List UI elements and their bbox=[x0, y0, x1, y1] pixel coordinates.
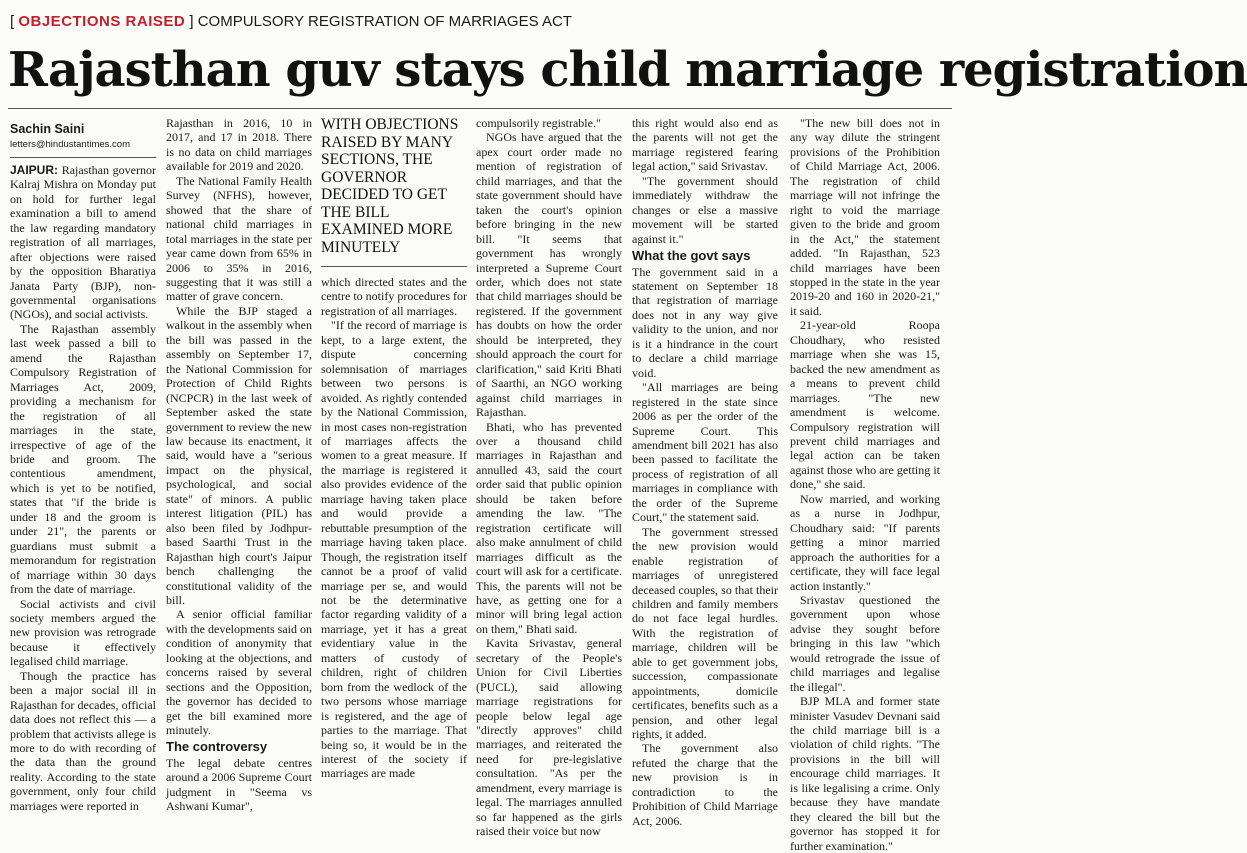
paragraph: Social activists and civil society members argued the new provision was retrograde because it effectively legalised child marriage. bbox=[10, 596, 156, 669]
column-2 bbox=[166, 116, 312, 814]
kicker-bracket-left: [ bbox=[10, 13, 19, 30]
paragraph: "The government should immediately withdraw the changes or else a massive movement will be started against it." bbox=[632, 173, 778, 246]
column-4 bbox=[476, 116, 622, 839]
paragraph: The legal debate centres around a 2006 Supreme Court judgment in "Seema vs Ashwani Kumar", bbox=[166, 755, 312, 814]
paragraph: The government stressed the new provision would enable registration of marriages of unregistered deceased couples, so that their children and family members do not face legal hurdles. With the registration of marriage, children will be able to get government jobs, succession, compassionate appointments, domicile certificates, benefits such as a pension, and other legal rights, it added. bbox=[632, 524, 778, 742]
column-6 bbox=[790, 116, 940, 853]
headline: Rajasthan guv stays child marriage registration bbox=[8, 42, 1247, 98]
dateline: JAIPUR: bbox=[10, 162, 59, 177]
column-5 bbox=[632, 116, 778, 828]
column-1 bbox=[10, 116, 156, 813]
kicker-tag: OBJECTIONS RAISED bbox=[18, 13, 186, 30]
paragraph: 21-year-old Roopa Choudhary, who resisted marriage when she was 15, backed the new amendment as a means to prevent child marriages. "The new amendment is welcome. Compulsory registration will prevent child marriages and legal action can be taken against those who are getting it done," she said. bbox=[790, 318, 940, 492]
paragraph: compulsorily registrable." bbox=[476, 116, 601, 130]
paragraph: The government said in a statement on September 18 that registration of marriage does not in any way give validity to the union, and nor is it a hindrance in the court to declare a child marriage void. bbox=[632, 264, 778, 380]
paragraph: this right would also end as the parents will not get the marriage registered fearing legal action," said Srivastav. bbox=[632, 116, 778, 174]
paragraph: "The new bill does not in any way dilute the stringent provisions of the Prohibition of Child Marriage Act, 2006. The registration of child marriage will not infringe the right to void the marriage given to the bride and groom in the Act," the statement added. "In Rajasthan, 523 child marriages have been stopped in the state in the year 2019-20 and 160 in 2020-21," it said. bbox=[790, 116, 940, 318]
paragraph: Srivastav questioned the government upon whose advise they sought before bringing in this law "which would retrograde the issue of child marriages and legalise the illegal". bbox=[790, 592, 940, 694]
kicker-bracket-right: ] bbox=[185, 13, 198, 30]
paragraph: While the BJP staged a walkout in the assembly when the bill was passed in the assembly on September 17, the National Commission for Protection of Child Rights (NCPCR) in the last week of September asked the state government to review the new law because its enactment, it said, would have a "serious impact on the physical, psychological, and social state" of minors. A public interest litigation (PIL) has also been filed by Jodhpur-based Saarthi Trust in the Rajasthan high court's Jaipur bench challenging the constitutional validity of the bill. bbox=[166, 303, 312, 607]
headline-rule bbox=[8, 108, 952, 109]
paragraph: which directed states and the centre to notify procedures for registration of all marriages. bbox=[321, 275, 467, 318]
paragraph: Now married, and working as a nurse in Jodhpur, Choudhary said: "If parents getting a minor married approach the authorities for a certificate, they will face legal action instantly." bbox=[790, 491, 940, 593]
kicker-subtitle: COMPULSORY REGISTRATION OF MARRIAGES ACT bbox=[197, 13, 572, 30]
paragraph: The Rajasthan assembly last week passed a bill to amend the Rajasthan Compulsory Registration of Marriages Act, 2009, providing a mechanism for the registration of all marriages in the state, irrespective of age of the bride and groom. The contentious amendment, which is yet to be notified, states that "if the bride is under 18 and the groom is under 21", the parents or guardians must submit a memorandum for registration of marriage within 30 days from the date of marriage. bbox=[10, 321, 156, 597]
byline-author: Sachin Saini bbox=[10, 122, 85, 136]
paragraph: "All marriages are being registered in the state since 2006 as per the order of the Supreme Court. This amendment bill 2021 has also been passed to facilitate the process of registration of all marriages in compliance with the order of the Supreme Court," the statement said. bbox=[632, 380, 778, 525]
subhead-controversy: The controversy bbox=[166, 739, 268, 755]
pull-quote: WITH OBJECTIONS RAISED BY MANY SECTIONS, THE GOVERNOR DECIDED TO GET THE BILL EXAMINED MORE MINUTELY bbox=[321, 116, 467, 267]
paragraph: The National Family Health Survey (NFHS), however, showed that the share of national child marriages in total marriages in the state per year came down from 65% in 2006 to 35% in 2016, suggesting that it was still a matter of grave concern. bbox=[166, 173, 312, 304]
paragraph: Bhati, who has prevented over a thousand child marriages in Rajasthan and annulled 43, said the court order said that public opinion should be taken before amending the law. "The registration certificate will also make annulment of child marriages difficult as the court will ask for a certificate. This, the parents will not be have, as getting one for a minor will bring legal action on them," Bhati said. bbox=[476, 419, 622, 636]
subhead-govt: What the govt says bbox=[632, 248, 751, 264]
paragraph: Though the practice has been a major social ill in Rajasthan for decades, official data does not reflect this — a problem that activists allege is more to do with recording of the data than the ground reality. According to the state government, only four child marriages were reported in bbox=[10, 668, 156, 813]
paragraph bbox=[10, 163, 156, 322]
paragraph: NGOs have argued that the apex court order made no mention of registration of child marriages, and that the state government should have taken the court's opinion before bringing in the new bill. "It seems that government has wrongly interpreted a Supreme Court order, which does not state that child marriages should be registered. If the government has doubts on how the order should be interpreted, they should approach the court for clarification," said Kriti Bhati of Saarthi, an NGO working against child marriages in Rajasthan. bbox=[476, 130, 622, 420]
paragraph-text: Rajasthan governor Kalraj Mishra on Monday put on hold for further legal examination a bill to amend the law regarding mandatory registration of all marriages, after objections were raised by the opposition Bharatiya Janata Party (BJP), non-governmental organisations (NGOs), and social activists. bbox=[10, 162, 156, 322]
column-3 bbox=[321, 116, 467, 781]
paragraph: Kavita Srivastav, general secretary of the People's Union for Civil Liberties (PUCL), said allowing marriage registrations for people below legal age "directly approves" child marriages, and reiterated the need for pre-legislative consultation. "As per the amendment, every marriage is legal. The marriages annulled so far happened as the girls raised their voice but now bbox=[476, 636, 622, 839]
paragraph: BJP MLA and former state minister Vasudev Devnani said the child marriage bill is a violation of child rights. "The provisions in the bill will encourage child marriages. It is like legalising a crime. Only because they have mandate they cleared the bill but the governor has stopped it for further examination." bbox=[790, 694, 940, 853]
byline-email: letters@hindustantimes.com bbox=[10, 138, 156, 157]
kicker bbox=[10, 8, 950, 36]
paragraph: The government also refuted the charge that the new provision is in contradiction to the Prohibition of Child Marriage Act, 2006. bbox=[632, 741, 778, 828]
paragraph: A senior official familiar with the developments said on condition of anonymity that looking at the objections, and concerns raised by several sections and the Opposition, the governor has decided to get the bill examined more minutely. bbox=[166, 607, 312, 738]
paragraph: "If the record of marriage is kept, to a large extent, the dispute concerning solemnisation of marriages between two persons is avoided. As rightly contended by the National Commission, in most cases non-registration of marriages affects the women to a great measure. If the marriage is registered it also provides evidence of the marriage having taken place and would provide a rebuttable presumption of the marriage having taken place. Though, the registration itself cannot be a proof of valid marriage per se, and would not be the determinative factor regarding validity of a marriage, yet it has a great evidentiary value in the matters of custody of children, right of children born from the wedlock of the two persons whose marriage is registered, and the age of parties to the marriage. That being so, it would be in the interest of the society if marriages are made bbox=[321, 318, 467, 781]
paragraph: Rajasthan in 2016, 10 in 2017, and 17 in 2018. There is no data on child marriages available for 2019 and 2020. bbox=[166, 116, 312, 174]
